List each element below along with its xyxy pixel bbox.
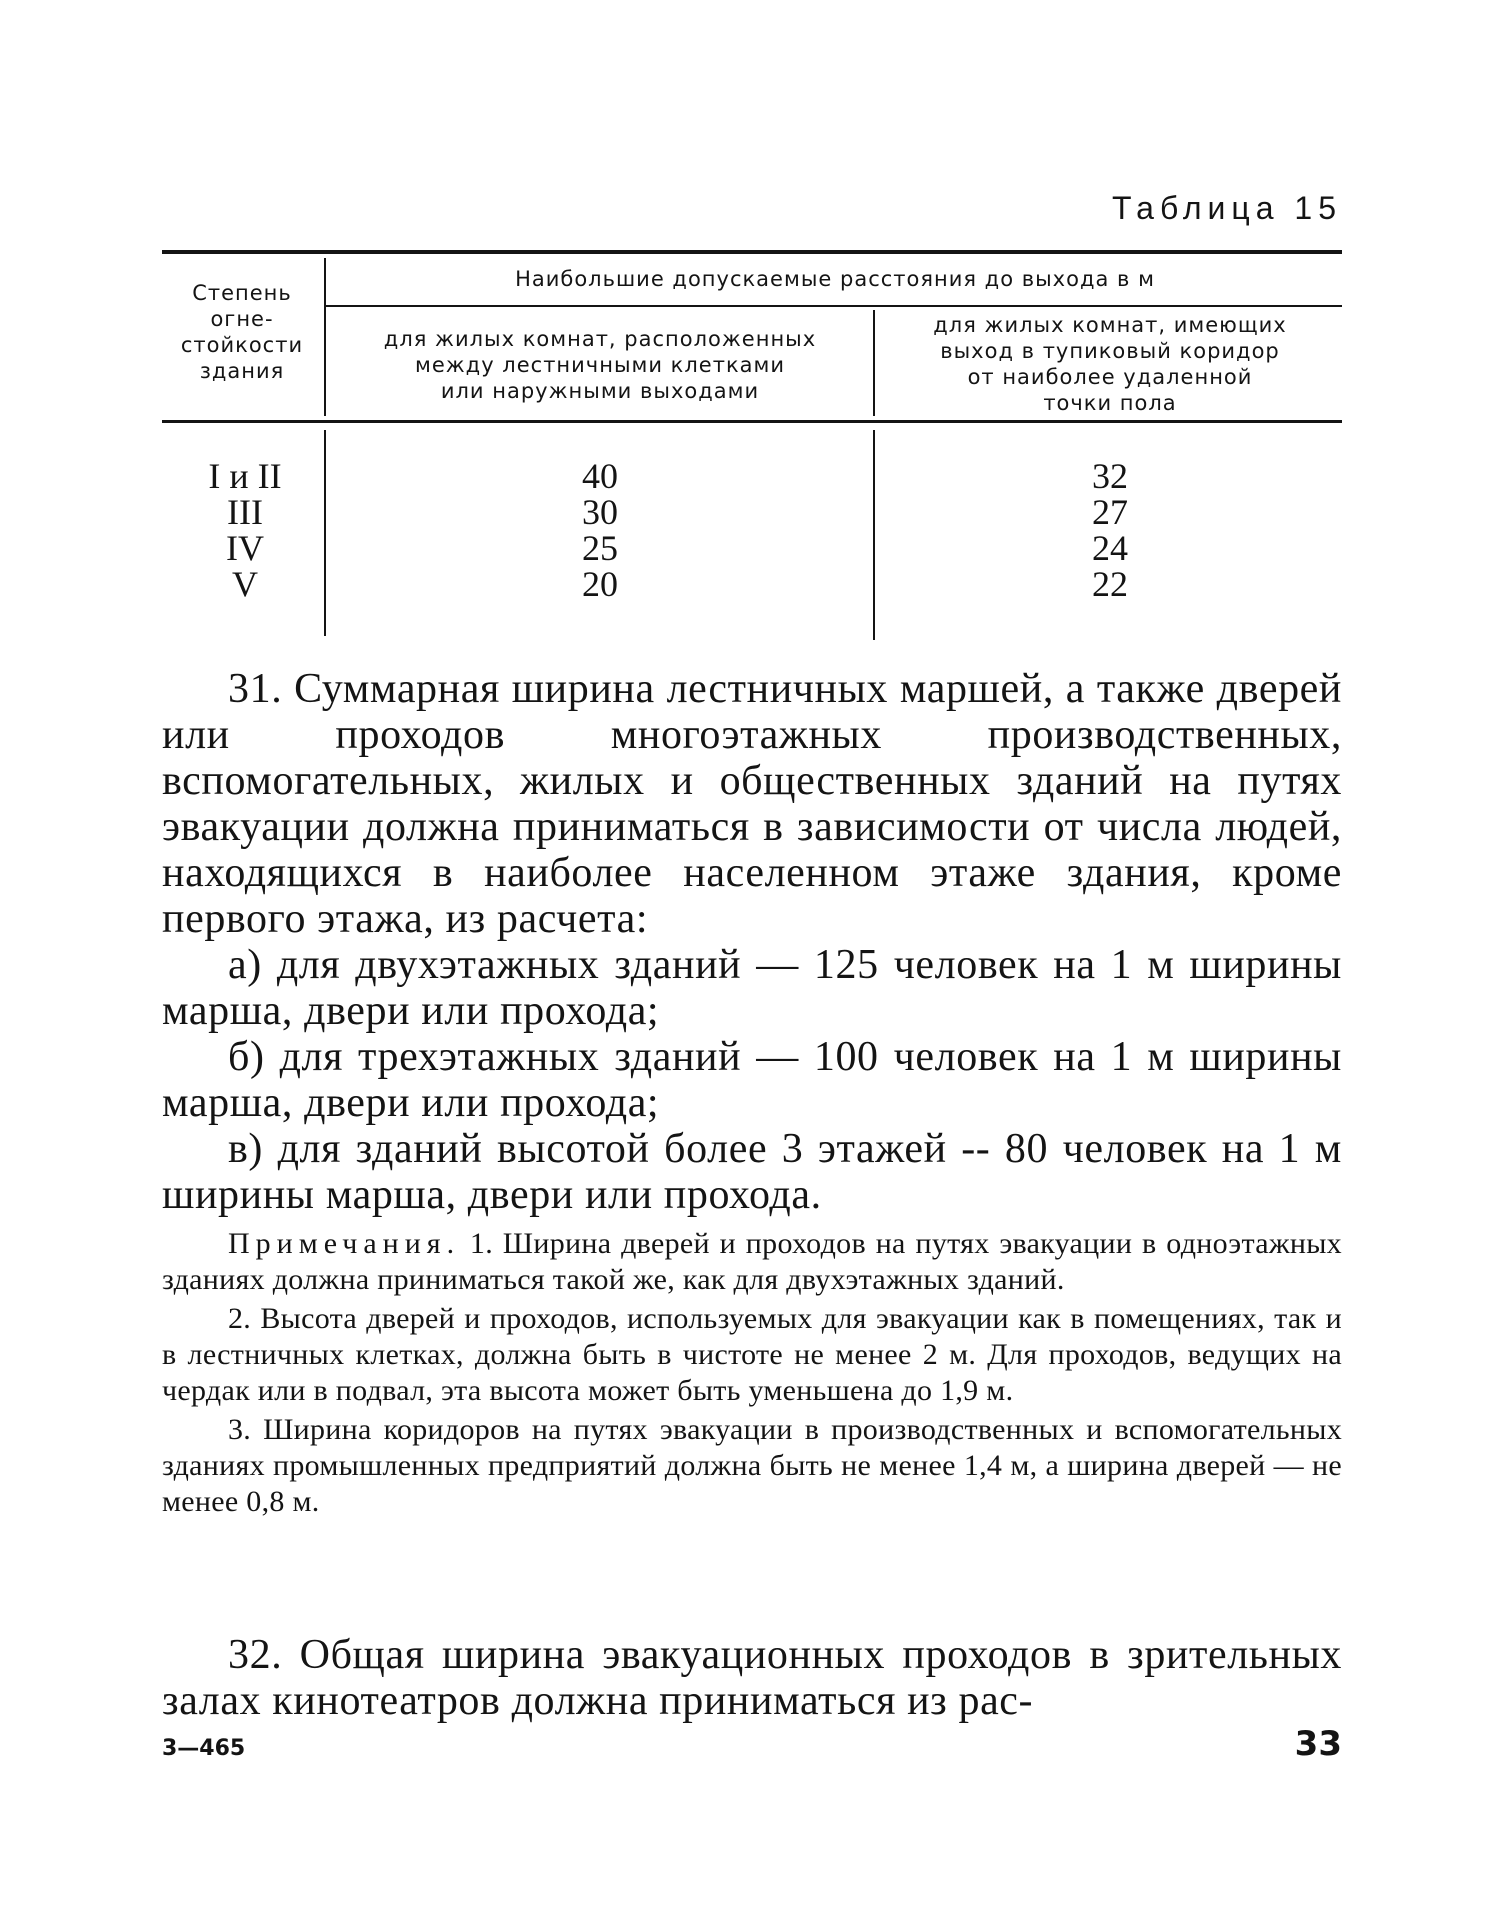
notes-heading: Примечания. (228, 1227, 461, 1260)
table-cell: 32 (1092, 456, 1128, 496)
table-caption: Таблица 15 (1112, 190, 1342, 226)
body-divider-1 (324, 430, 326, 636)
table-top-rule (162, 250, 1342, 254)
column-deadend (1050, 458, 1170, 602)
header-bottom-rule (162, 420, 1342, 423)
section-31-item-c: в) для зданий высотой более 3 этажей -- 80 человек на 1 м ширины марша, двери или прохода. (162, 1126, 1342, 1218)
table-cell: 25 (582, 528, 618, 568)
column-between-exits (540, 458, 660, 602)
header-divider-2 (873, 310, 875, 416)
table-cell: III (227, 492, 263, 532)
header-degree: Степень огне- стойкости здания (180, 281, 304, 383)
printer-signature: 3—465 (162, 1736, 246, 1761)
table-cell: 40 (582, 456, 618, 496)
header-group: Наибольшие допускаемые расстояния до выхода в м (515, 267, 1155, 291)
column-degree (180, 458, 310, 602)
page-number: 33 (1294, 1724, 1342, 1764)
table-cell: 20 (582, 564, 618, 604)
table-cell: 22 (1092, 564, 1128, 604)
note-2: 2. Высота дверей и проходов, используемых для эвакуации как в помещениях, так и в лестничных клетках, должна быть в чистоте не менее 2 м. Для проходов, ведущих на чердак или в подвал, эта высота может быть уменьшена до 1,9 м. (162, 1302, 1342, 1407)
section-32-text: 32. Общая ширина эвакуационных проходов в зрительных залах кинотеатров должна приниматься из рас- (162, 1632, 1342, 1724)
section-31-item-a: а) для двухэтажных зданий — 125 человек на 1 м ширины марша, двери или прохода; (162, 942, 1342, 1034)
table-cell: 27 (1092, 492, 1128, 532)
table-cell: I и II (208, 456, 282, 496)
section-31-item-b: б) для трехэтажных зданий — 100 человек на 1 м ширины марша, двери или прохода; (162, 1034, 1342, 1126)
table-cell: 24 (1092, 528, 1128, 568)
section-31 (162, 666, 1342, 1218)
header-group-rule (326, 305, 1342, 307)
notes (162, 1226, 1342, 1523)
table-cell: 30 (582, 492, 618, 532)
table-cell: V (232, 564, 258, 604)
table-cell: IV (226, 528, 264, 568)
header-deadend: для жилых комнат, имеющих выход в тупиковый коридор от наиболее удаленной точки пола (933, 313, 1287, 415)
section-31-intro: 31. Суммарная ширина лестничных маршей, а также дверей или проходов многоэтажных производственных, вспомогательных, жилых и общественных зданий на путях эвакуации должна приниматься в зависимости от числа людей, находящихся в наиболее населенном этаже здания, кроме первого этажа, из расчета: (162, 666, 1342, 942)
header-between-exits: для жилых комнат, расположенных между лестничными клетками или наружными выходами (383, 327, 817, 403)
header-divider-1 (324, 258, 326, 416)
body-divider-2 (873, 430, 875, 640)
note-3: 3. Ширина коридоров на путях эвакуации в производственных и вспомогательных зданиях промышленных предприятий должна быть не менее 1,4 м, а ширина дверей — не менее 0,8 м. (162, 1413, 1342, 1518)
section-32 (162, 1632, 1342, 1724)
note-1: Примечания. 1. Ширина дверей и проходов на путях эвакуации в одноэтажных зданиях должна приниматься такой же, как для двухэтажных зданий. (162, 1227, 1342, 1296)
